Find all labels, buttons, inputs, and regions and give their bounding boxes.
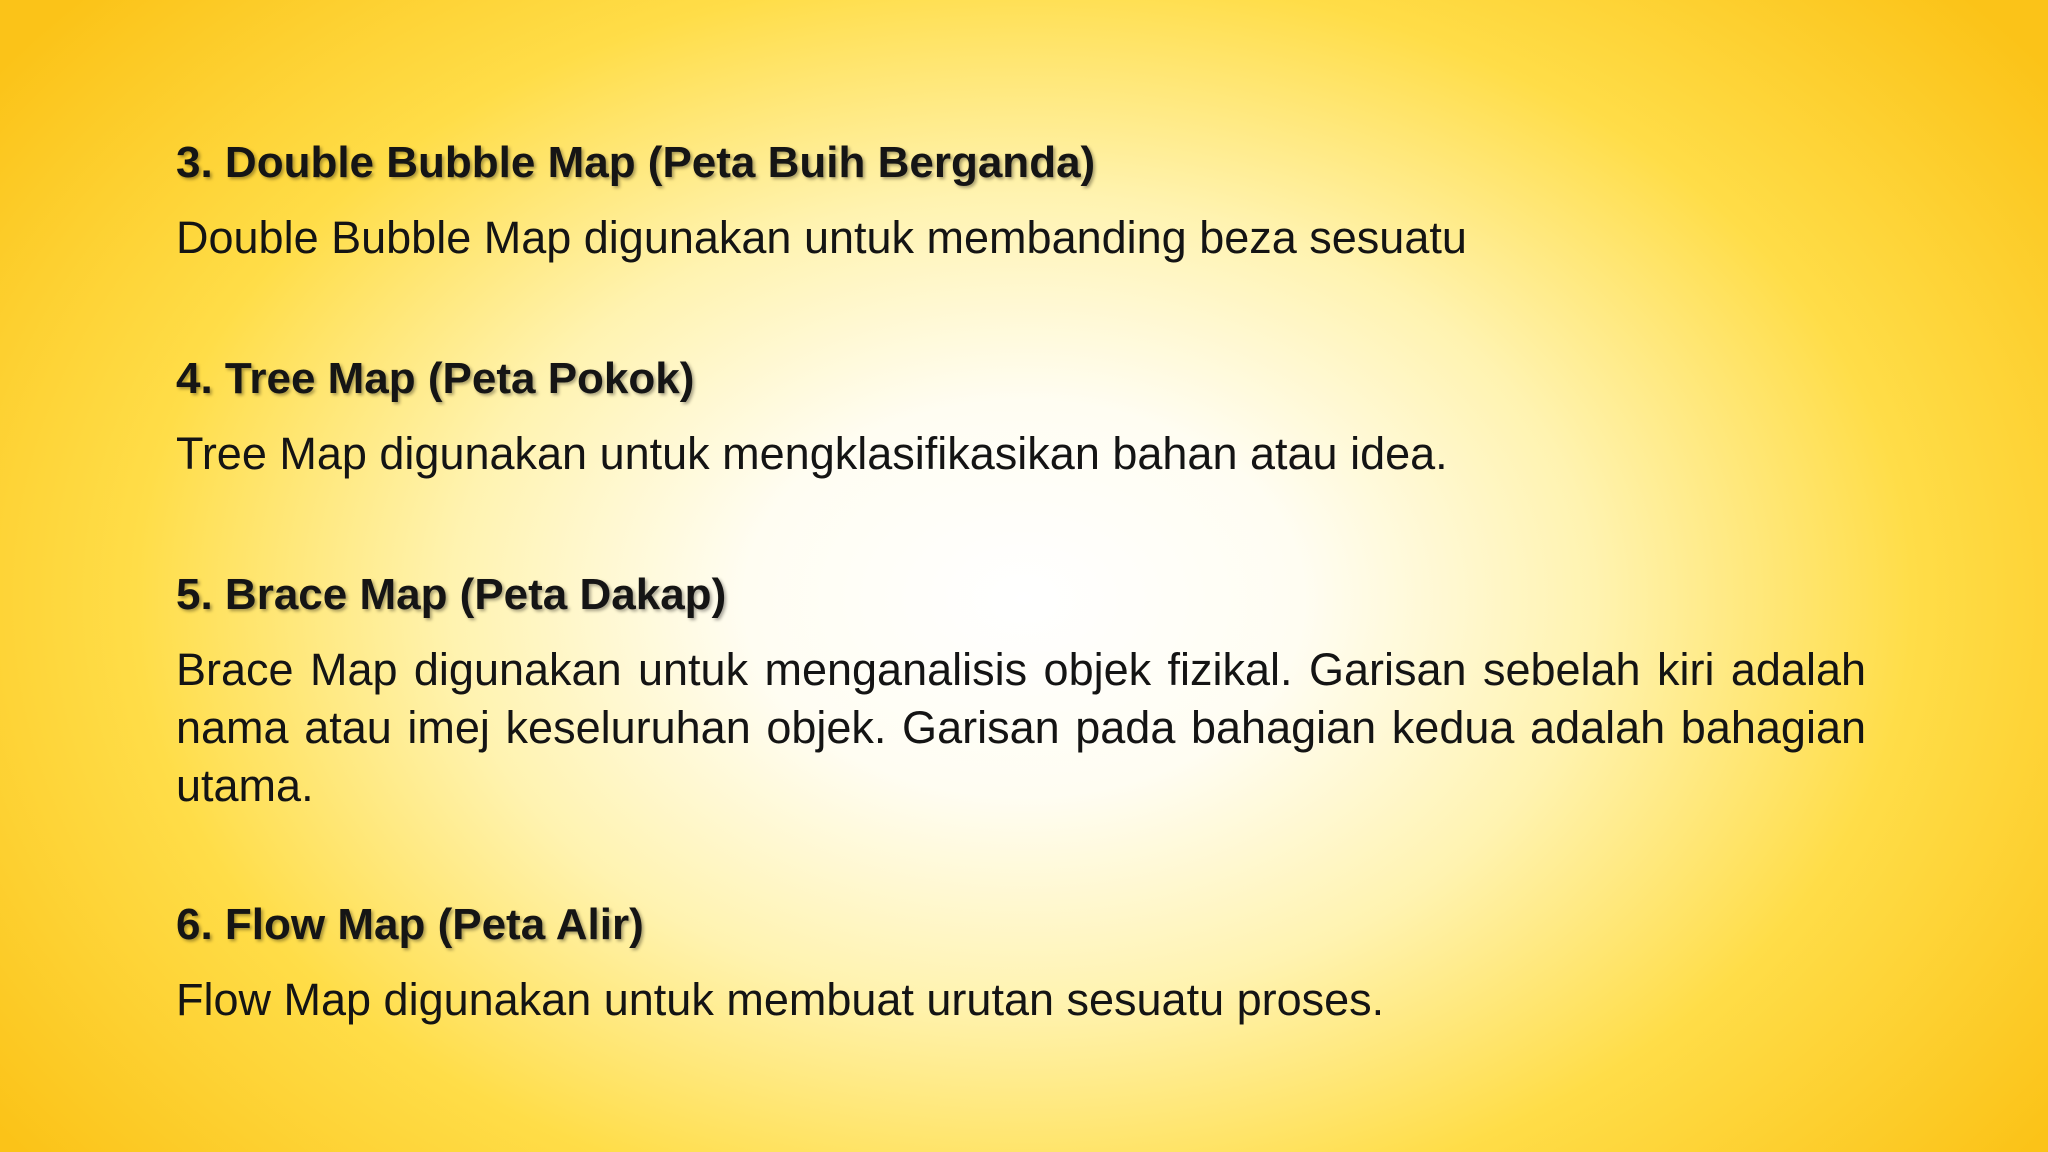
section-tree-map: [176, 351, 1866, 483]
section-description: Tree Map digunakan untuk mengklasifikasikan bahan atau idea.: [176, 428, 1448, 479]
section-heading: 3. Double Bubble Map (Peta Buih Berganda): [176, 138, 1096, 187]
section-flow-map: [176, 897, 1866, 1029]
section-description: Flow Map digunakan untuk membuat urutan sesuatu proses.: [176, 974, 1385, 1025]
section-description: Double Bubble Map digunakan untuk membanding beza sesuatu: [176, 212, 1467, 263]
section-heading: 6. Flow Map (Peta Alir): [176, 900, 644, 949]
section-double-bubble-map: [176, 135, 1866, 267]
section-brace-map: [176, 567, 1866, 815]
section-description: Brace Map digunakan untuk menganalisis objek fizikal. Garisan sebelah kiri adalah nama atau imej keseluruhan objek. Garisan pada bahagian kedua adalah bahagian utama.: [176, 644, 1866, 811]
section-heading: 5. Brace Map (Peta Dakap): [176, 570, 727, 619]
section-heading: 4. Tree Map (Peta Pokok): [176, 354, 695, 403]
